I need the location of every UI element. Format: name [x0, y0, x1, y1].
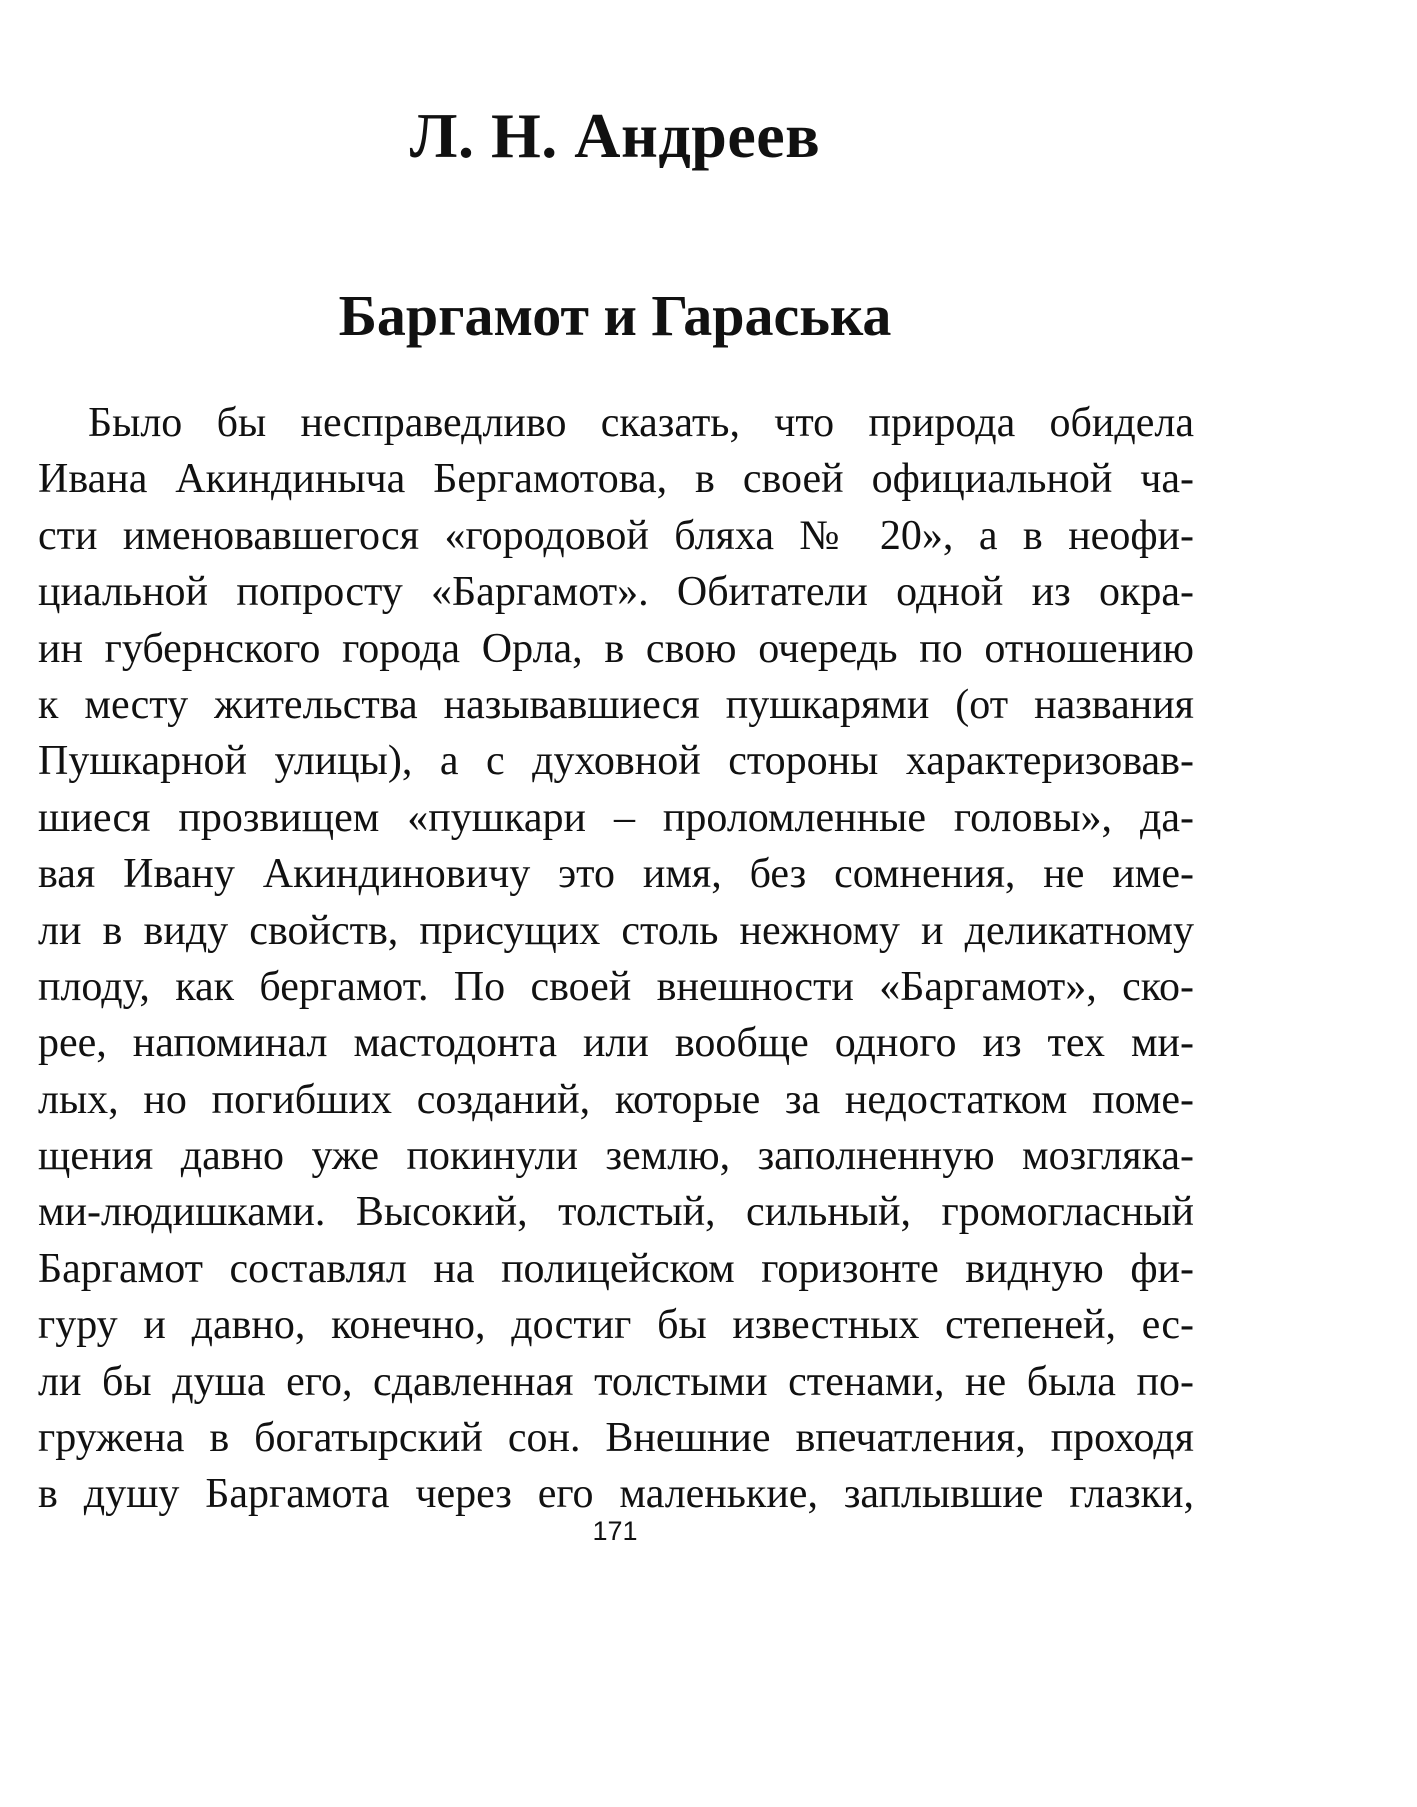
text-line: Баргамот составлял на полицейском горизонте видную фи-	[38, 1245, 1194, 1292]
text-line: Ивана Акиндиныча Бергамотова, в своей официальной ча-	[38, 456, 1194, 503]
text-line: к месту жительства называвшиеся пушкарями (от названия	[38, 681, 1194, 728]
text-line: ли в виду свойств, присущих столь нежному и деликатному	[38, 907, 1194, 954]
text-line: вая Ивану Акиндиновичу это имя, без сомнения, не име-	[38, 851, 1194, 898]
text-line: Пушкарной улицы), а с духовной стороны характеризовав-	[38, 738, 1194, 785]
text-line: плоду, как бергамот. По своей внешности «Баргамот», ско-	[38, 963, 1194, 1010]
text-line: лых, но погибших созданий, которые за недостатком поме-	[38, 1076, 1194, 1123]
text-line: ин губернского города Орла, в свою очередь по отношению	[38, 625, 1194, 672]
text-line: шиеся прозвищем «пушкари – проломленные головы», да-	[38, 794, 1194, 841]
author-heading: Л. Н. Андреев	[409, 100, 821, 171]
text-line: ми-людишками. Высокий, толстый, сильный, громогласный	[38, 1189, 1194, 1236]
page-number: 171	[592, 1516, 638, 1546]
text-line: гружена в богатырский сон. Внешние впечатления, проходя	[38, 1415, 1194, 1462]
body-paragraph	[38, 395, 1194, 1523]
text-line: ли бы душа его, сдавленная толстыми стенами, не была по-	[38, 1358, 1194, 1405]
text-line: сти именовавшегося «городовой бляха № 20», а в неофи-	[38, 512, 1194, 559]
text-line: Было бы несправедливо сказать, что природа обидела	[88, 400, 1194, 446]
text-line: гуру и давно, конечно, достиг бы известных степеней, ес-	[38, 1302, 1194, 1349]
story-title: Баргамот и Гараська	[338, 283, 892, 348]
text-line: щения давно уже покинули землю, заполненную мозгляка-	[38, 1133, 1194, 1180]
text-line: циальной попросту «Баргамот». Обитатели одной из окра-	[38, 569, 1194, 616]
text-line: в душу Баргамота через его маленькие, заплывшие глазки,	[38, 1471, 1194, 1518]
text-line: рее, напоминал мастодонта или вообще одного из тех ми-	[38, 1020, 1194, 1067]
